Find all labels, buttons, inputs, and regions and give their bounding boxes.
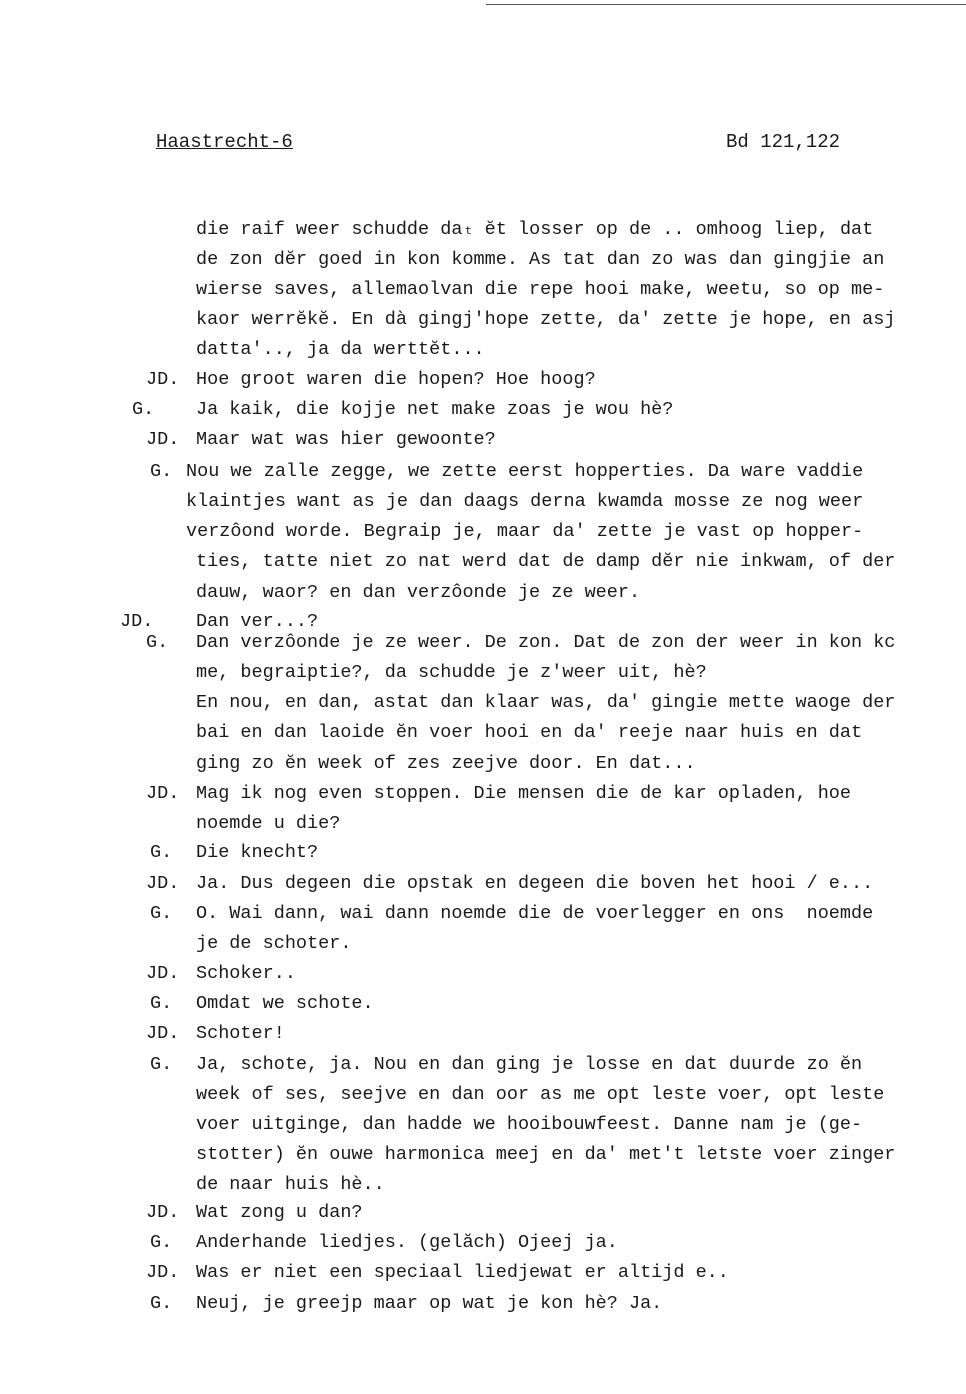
- page-header-title: Haastrecht-6: [156, 131, 293, 153]
- transcript-line: Dan ver...?: [196, 611, 319, 632]
- transcript-line: bai en dan laoide ĕn voer hooi en da' reeje naar huis en dat: [196, 722, 863, 743]
- speaker-label: JD.: [146, 1202, 180, 1223]
- transcript-line: verzôond worde. Begraip je, maar da' zette je vast op hopper-: [186, 521, 864, 542]
- speaker-label: JD.: [146, 963, 180, 984]
- transcript-line: Mag ik nog even stoppen. Die mensen die de kar opladen, hoe: [196, 783, 852, 804]
- speaker-label: G.: [132, 399, 155, 420]
- top-rule: [486, 4, 966, 5]
- speaker-label: JD.: [146, 873, 180, 894]
- transcript-line: datta'.., ja da werttĕt...: [196, 339, 485, 360]
- transcript-line: Schoter!: [196, 1023, 285, 1044]
- transcript-line: Ja, schote, ja. Nou en dan ging je losse en dat duurde zo ĕn: [196, 1054, 863, 1075]
- speaker-label: G.: [150, 1054, 173, 1075]
- transcript-line: je de schoter.: [196, 933, 352, 954]
- speaker-label: JD.: [146, 429, 180, 450]
- transcript-line: Anderhande liedjes. (gelăch) Ojeej ja.: [196, 1232, 618, 1253]
- transcript-line: Wat zong u dan?: [196, 1202, 363, 1223]
- speaker-label: G.: [150, 993, 173, 1014]
- transcript-line: Ja. Dus degeen die opstak en degeen die boven het hooi / e...: [196, 873, 874, 894]
- transcript-line: voer uitginge, dan hadde we hooibouwfeest. Danne nam je (ge-: [196, 1114, 863, 1135]
- speaker-label: JD.: [146, 1023, 180, 1044]
- transcript-line: Was er niet een speciaal liedjewat er altijd e..: [196, 1262, 729, 1283]
- transcript-line: Neuj, je greejp maar op wat je kon hè? Ja.: [196, 1293, 663, 1314]
- speaker-label: G.: [150, 1293, 173, 1314]
- transcript-line: de naar huis hè..: [196, 1174, 385, 1195]
- speaker-label: JD.: [146, 1262, 180, 1283]
- transcript-line: Dan verzôonde je ze weer. De zon. Dat de zon der weer in kon kc: [196, 632, 896, 653]
- speaker-label: G.: [146, 632, 169, 653]
- transcript-line: Die knecht?: [196, 842, 319, 863]
- speaker-label: G.: [150, 842, 173, 863]
- transcript-line: klaintjes want as je dan daags derna kwamda mosse ze nog weer: [186, 491, 864, 512]
- transcript-line: Omdat we schote.: [196, 993, 374, 1014]
- page-header-reference: Bd 121,122: [726, 131, 841, 153]
- transcript-line: Maar wat was hier gewoonte?: [196, 429, 496, 450]
- transcript-line: Ja kaik, die kojje net make zoas je wou hè?: [196, 399, 674, 420]
- transcript-line: stotter) ĕn ouwe harmonica meej en da' met't letste voer zinger: [196, 1144, 896, 1165]
- transcript-line: O. Wai dann, wai dann noemde die de voerlegger en ons noemde: [196, 903, 874, 924]
- transcript-line: de zon dĕr goed in kon komme. As tat dan zo was dan gingjie an: [196, 249, 885, 270]
- speaker-label: JD.: [120, 611, 154, 632]
- transcript-line: Hoe groot waren die hopen? Hoe hoog?: [196, 369, 596, 390]
- speaker-label: G.: [150, 903, 173, 924]
- transcript-line: ging zo ĕn week of zes zeejve door. En dat...: [196, 753, 696, 774]
- transcript-line: wierse saves, allemaolvan die repe hooi make, weetu, so op me-: [196, 279, 885, 300]
- speaker-label: G.: [150, 461, 173, 482]
- speaker-label: JD.: [146, 369, 180, 390]
- transcript-line: week of ses, seejve en dan oor as me opt leste voer, opt leste: [196, 1084, 885, 1105]
- transcript-line: dauw, waor? en dan verzôonde je ze weer.: [196, 582, 641, 603]
- transcript-line: me, begraiptie?, da schudde je z'weer uit, hè?: [196, 662, 707, 683]
- transcript-line: Schoker..: [196, 963, 296, 984]
- transcript-line: noemde u die?: [196, 813, 341, 834]
- transcript-line: kaor werrĕkĕ. En dà gingj'hope zette, da' zette je hope, en asj: [196, 309, 896, 330]
- transcript-line: En nou, en dan, astat dan klaar was, da' gingie mette waoge der: [196, 692, 896, 713]
- transcript-line: Nou we zalle zegge, we zette eerst hopperties. Da ware vaddie: [186, 461, 864, 482]
- transcript-line: ties, tatte niet zo nat werd dat de damp dĕr nie inkwam, of der: [196, 551, 896, 572]
- speaker-label: JD.: [146, 783, 180, 804]
- transcript-line: die raif weer schudde daₜ ĕt losser op de .. omhoog liep, dat: [196, 219, 874, 240]
- speaker-label: G.: [150, 1232, 173, 1253]
